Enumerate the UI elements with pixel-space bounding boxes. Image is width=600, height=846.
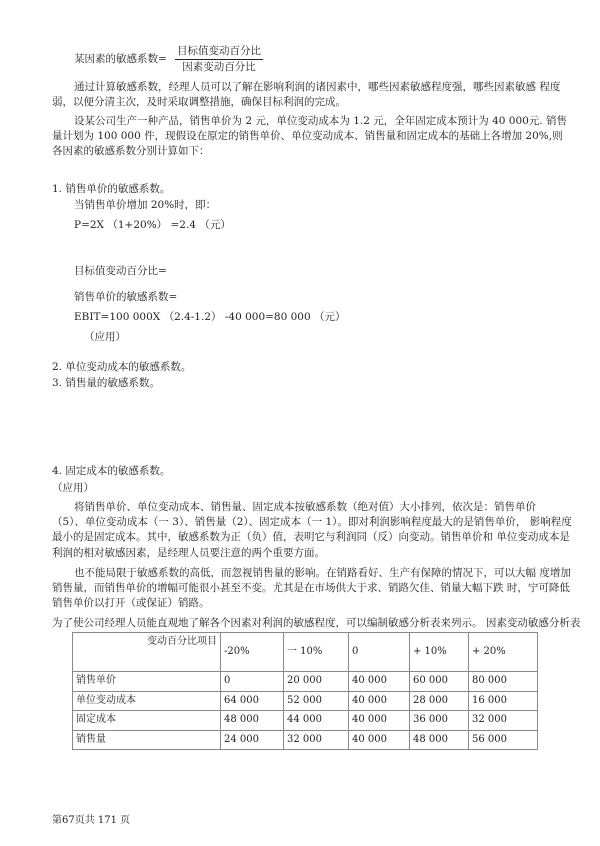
- table-header-cell: -20%: [221, 633, 284, 672]
- table-header-cell: 0: [349, 633, 410, 672]
- table-row: [73, 691, 538, 711]
- formula-label: 某因素的敏感系数=: [74, 53, 167, 65]
- section1-application-note: （应用）: [84, 331, 126, 343]
- table-header-row: [73, 633, 538, 672]
- table-cell: 40 000: [349, 730, 410, 750]
- table-cell: 36 000: [410, 711, 469, 731]
- section3-title: 3. 销售量的敏感系数。: [52, 377, 160, 389]
- table-cell: 56 000: [469, 730, 538, 750]
- table-cell: 80 000: [469, 672, 538, 692]
- table-cell: 48 000: [410, 730, 469, 750]
- fraction-denominator: 因素变动百分比: [182, 61, 256, 74]
- section1-title: 1. 销售单价的敏感系数。: [52, 183, 171, 195]
- table-cell: 48 000: [221, 711, 284, 731]
- table-row-label: 固定成本: [73, 711, 221, 731]
- table-row: [73, 730, 538, 750]
- paragraph-ranking: 将销售单价、单位变动成本、销售量、固定成本按敏感系数（绝对值）大小排列，依次是：销售单价 （5）、单位变动成本（一 3）、销售量（2）、固定成本（一 1）。即对利润影响程度最大的是销售单价， 影响程度最小的是固定成本。其中，敏感系数为正（负）值，表明它与利润同（反）向变动。销售单价和 单位变动成本是利润的相对敏感因素，是经理人员要注意的两个重要方面。: [52, 501, 572, 559]
- table-header-label: 变动百分比项目: [73, 633, 221, 672]
- paragraph-sales-volume: 也不能局限于敏感系数的高低，而忽视销售量的影响。在销路看好、生产有保障的情况下，可以大幅 度增加销售量，而销售单价的增幅可能很小甚至不变。尤其是在市场供大于求、销路欠佳、销量大幅下跌 时，宁可降低销售单价以打开（或保证）销路。: [52, 567, 571, 610]
- table-row-label: 单位变动成本: [73, 691, 221, 711]
- table-row: [73, 672, 538, 692]
- paragraph-table-intro: 为了使公司经理人员能直观地了解各个因素对利润的敏感程度，可以编制敏感分析表来列示。 因素变动敏感分析表: [52, 617, 581, 629]
- section2-title: 2. 单位变动成本的敏感系数。: [52, 361, 192, 373]
- table-header-cell: + 20%: [469, 633, 538, 672]
- table-header-cell: 一 10%: [284, 633, 349, 672]
- table-cell: 16 000: [469, 691, 538, 711]
- table-cell: 40 000: [349, 711, 410, 731]
- table-cell: 20 000: [284, 672, 349, 692]
- section4-application-note: （应用）: [52, 482, 94, 494]
- table-cell: 44 000: [284, 711, 349, 731]
- section4-title: 4. 固定成本的敏感系数。: [52, 465, 171, 477]
- fraction-numerator: 目标值变动百分比: [175, 44, 263, 60]
- table-cell: 28 000: [410, 691, 469, 711]
- table-cell: 0: [221, 672, 284, 692]
- table-cell: 60 000: [410, 672, 469, 692]
- table-cell: 64 000: [221, 691, 284, 711]
- section1-target-change: 目标值变动百分比=: [74, 265, 167, 277]
- sensitivity-analysis-table: [72, 632, 538, 750]
- table-cell: 32 000: [284, 730, 349, 750]
- section1-price-sensitivity: 销售单价的敏感系数=: [74, 291, 178, 303]
- table-cell: 32 000: [469, 711, 538, 731]
- paragraph-sensitivity-purpose: 通过计算敏感系数，经理人员可以了解在影响利润的诸因素中，哪些因素敏感程度强，哪些因素敏感 程度弱，以便分清主次，及时采取调整措施，确保目标利润的完成。: [52, 81, 561, 109]
- table-row-label: 销售量: [73, 730, 221, 750]
- table-cell: 40 000: [349, 672, 410, 692]
- table-row-label: 销售单价: [73, 672, 221, 692]
- table-cell: 40 000: [349, 691, 410, 711]
- section1-line1: 当销售单价增加 20%时，即：: [74, 199, 217, 211]
- section1-price-calc: P=2X （1+20%） =2.4 （元）: [74, 219, 231, 231]
- page-number: 第67页共 171 页: [52, 815, 131, 826]
- table-row: [73, 711, 538, 731]
- sensitivity-fraction: [164, 44, 274, 75]
- table-cell: 52 000: [284, 691, 349, 711]
- table-header-cell: + 10%: [410, 633, 469, 672]
- paragraph-example-setup: 设某公司生产一种产品，销售单价为 2 元，单位变动成本为 1.2 元，全年固定成本预计为 40 000元. 销售量计划为 100 000 件，现假设在原定的销售单价、单位变动成本、销售量和固定成本的基础上各增加 20%,则各因素的敏感系数分别计算如下：: [52, 115, 567, 158]
- table-cell: 24 000: [221, 730, 284, 750]
- section1-ebit-calc: EBIT=100 000X （2.4-1.2） -40 000=80 000 （元）: [74, 311, 346, 323]
